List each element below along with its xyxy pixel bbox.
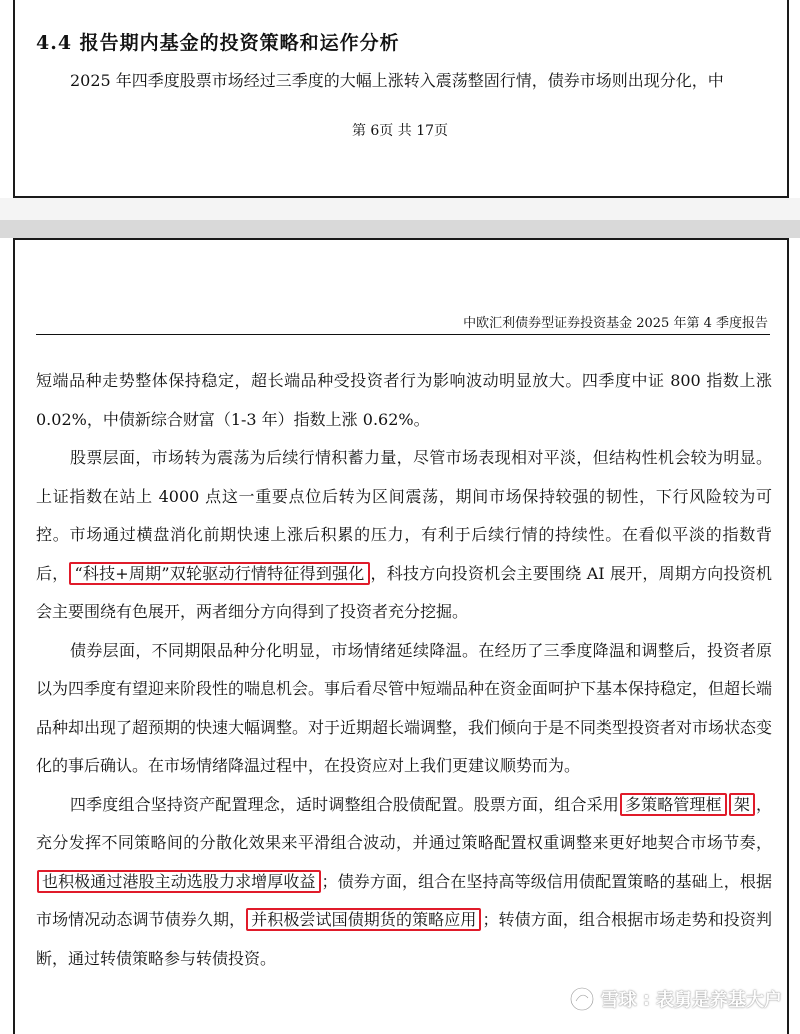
watermark-brand: 雪球 <box>600 990 637 1011</box>
snowball-logo-icon <box>569 986 595 1012</box>
paragraph-4 <box>36 786 772 979</box>
paragraph-2-text-a: 股票层面，市场转为震荡为后续行情积蓄力量，尽管市场表现相对平淡，但结构性机会较为明显。上证指数在站上 4000 点这一重要点位后转为区间震荡，期间市场保持较强的韧性，下行风险较为可控。市场通过横盘消化前期快速上涨后积累的压力，有利于后续行情的持续性。在看似平淡的指数背后， <box>36 448 772 583</box>
page-gap-divider <box>0 220 800 238</box>
highlight-box-hk-stock: 也积极通过港股主动选股力求增厚收益 <box>37 870 321 893</box>
running-header: 中欧汇利债券型证券投资基金 2025 年第 4 季度报告 <box>463 316 768 331</box>
paragraph-4-text-c: ；债券方面，组合在坚持高等级信用债配置策略的基础上，根据市场情况动态调节债券久期， <box>36 871 772 929</box>
paragraph-3: 债券层面，不同期限品种分化明显，市场情绪延续降温。在经历了三季度降温和调整后，投资者原以为四季度有望迎来阶段性的喘息机会。事后看尽管中短端品种在资金面呵护下基本保持稳定，但超长端品种却出现了超预期的快速大幅调整。对于近期超长端调整，我们倾向于是不同类型投资者对市场状态变化的事后确认。在市场情绪降温过程中，在投资应对上我们更建议顺势而为。 <box>36 640 773 775</box>
watermark-separator: : <box>642 988 650 1010</box>
paragraph-4-text-b: ，充分发挥不同策略间的分散化效果来平滑组合波动，并通过策略配置权重调整来更好地契合市场节奏， <box>36 794 772 852</box>
watermark <box>569 986 782 1012</box>
paragraph-2 <box>36 439 772 632</box>
highlight-box-tech-cycle: “科技+周期”双轮驱动行情特征得到强化 <box>69 562 369 585</box>
highlight-box-multi-strategy: 多策略管理框 <box>620 793 727 816</box>
paragraph-4-text-a: 四季度组合坚持资产配置理念，适时调整组合股债配置。股票方面，组合采用 <box>70 794 619 814</box>
header-rule <box>36 334 770 335</box>
paragraph-4-text-d: ；转债方面，组合根据市场走势和投资判断，通过转债策略参与转债投资。 <box>36 910 772 968</box>
highlight-box-multi-strategy-end: 架 <box>729 793 755 816</box>
page-number: 第 6页 共 17页 <box>351 123 449 139</box>
paragraph-2-text-b: ，科技方向投资机会主要围绕 AI 展开，周期方向投资机会主要围绕有色展开，两者细分方向得到了投资者充分挖掘。 <box>36 563 772 621</box>
paragraph-1: 短端品种走势整体保持稳定，超长端品种受投资者行为影响波动明显放大。四季度中证 800 指数上涨 0.02%，中债新综合财富（1-3 年）指数上涨 0.62%。 <box>36 371 772 429</box>
section-title: 4.4 报告期内基金的投资策略和运作分析 <box>36 32 400 54</box>
watermark-author: 表舅是养基大户 <box>656 990 782 1011</box>
body-text <box>36 362 772 978</box>
intro-paragraph: 2025 年四季度股票市场经过三季度的大幅上涨转入震荡整固行情，债券市场则出现分化，中 <box>70 71 724 90</box>
highlight-box-treasury-futures: 并积极尝试国债期货的策略应用 <box>246 908 481 931</box>
